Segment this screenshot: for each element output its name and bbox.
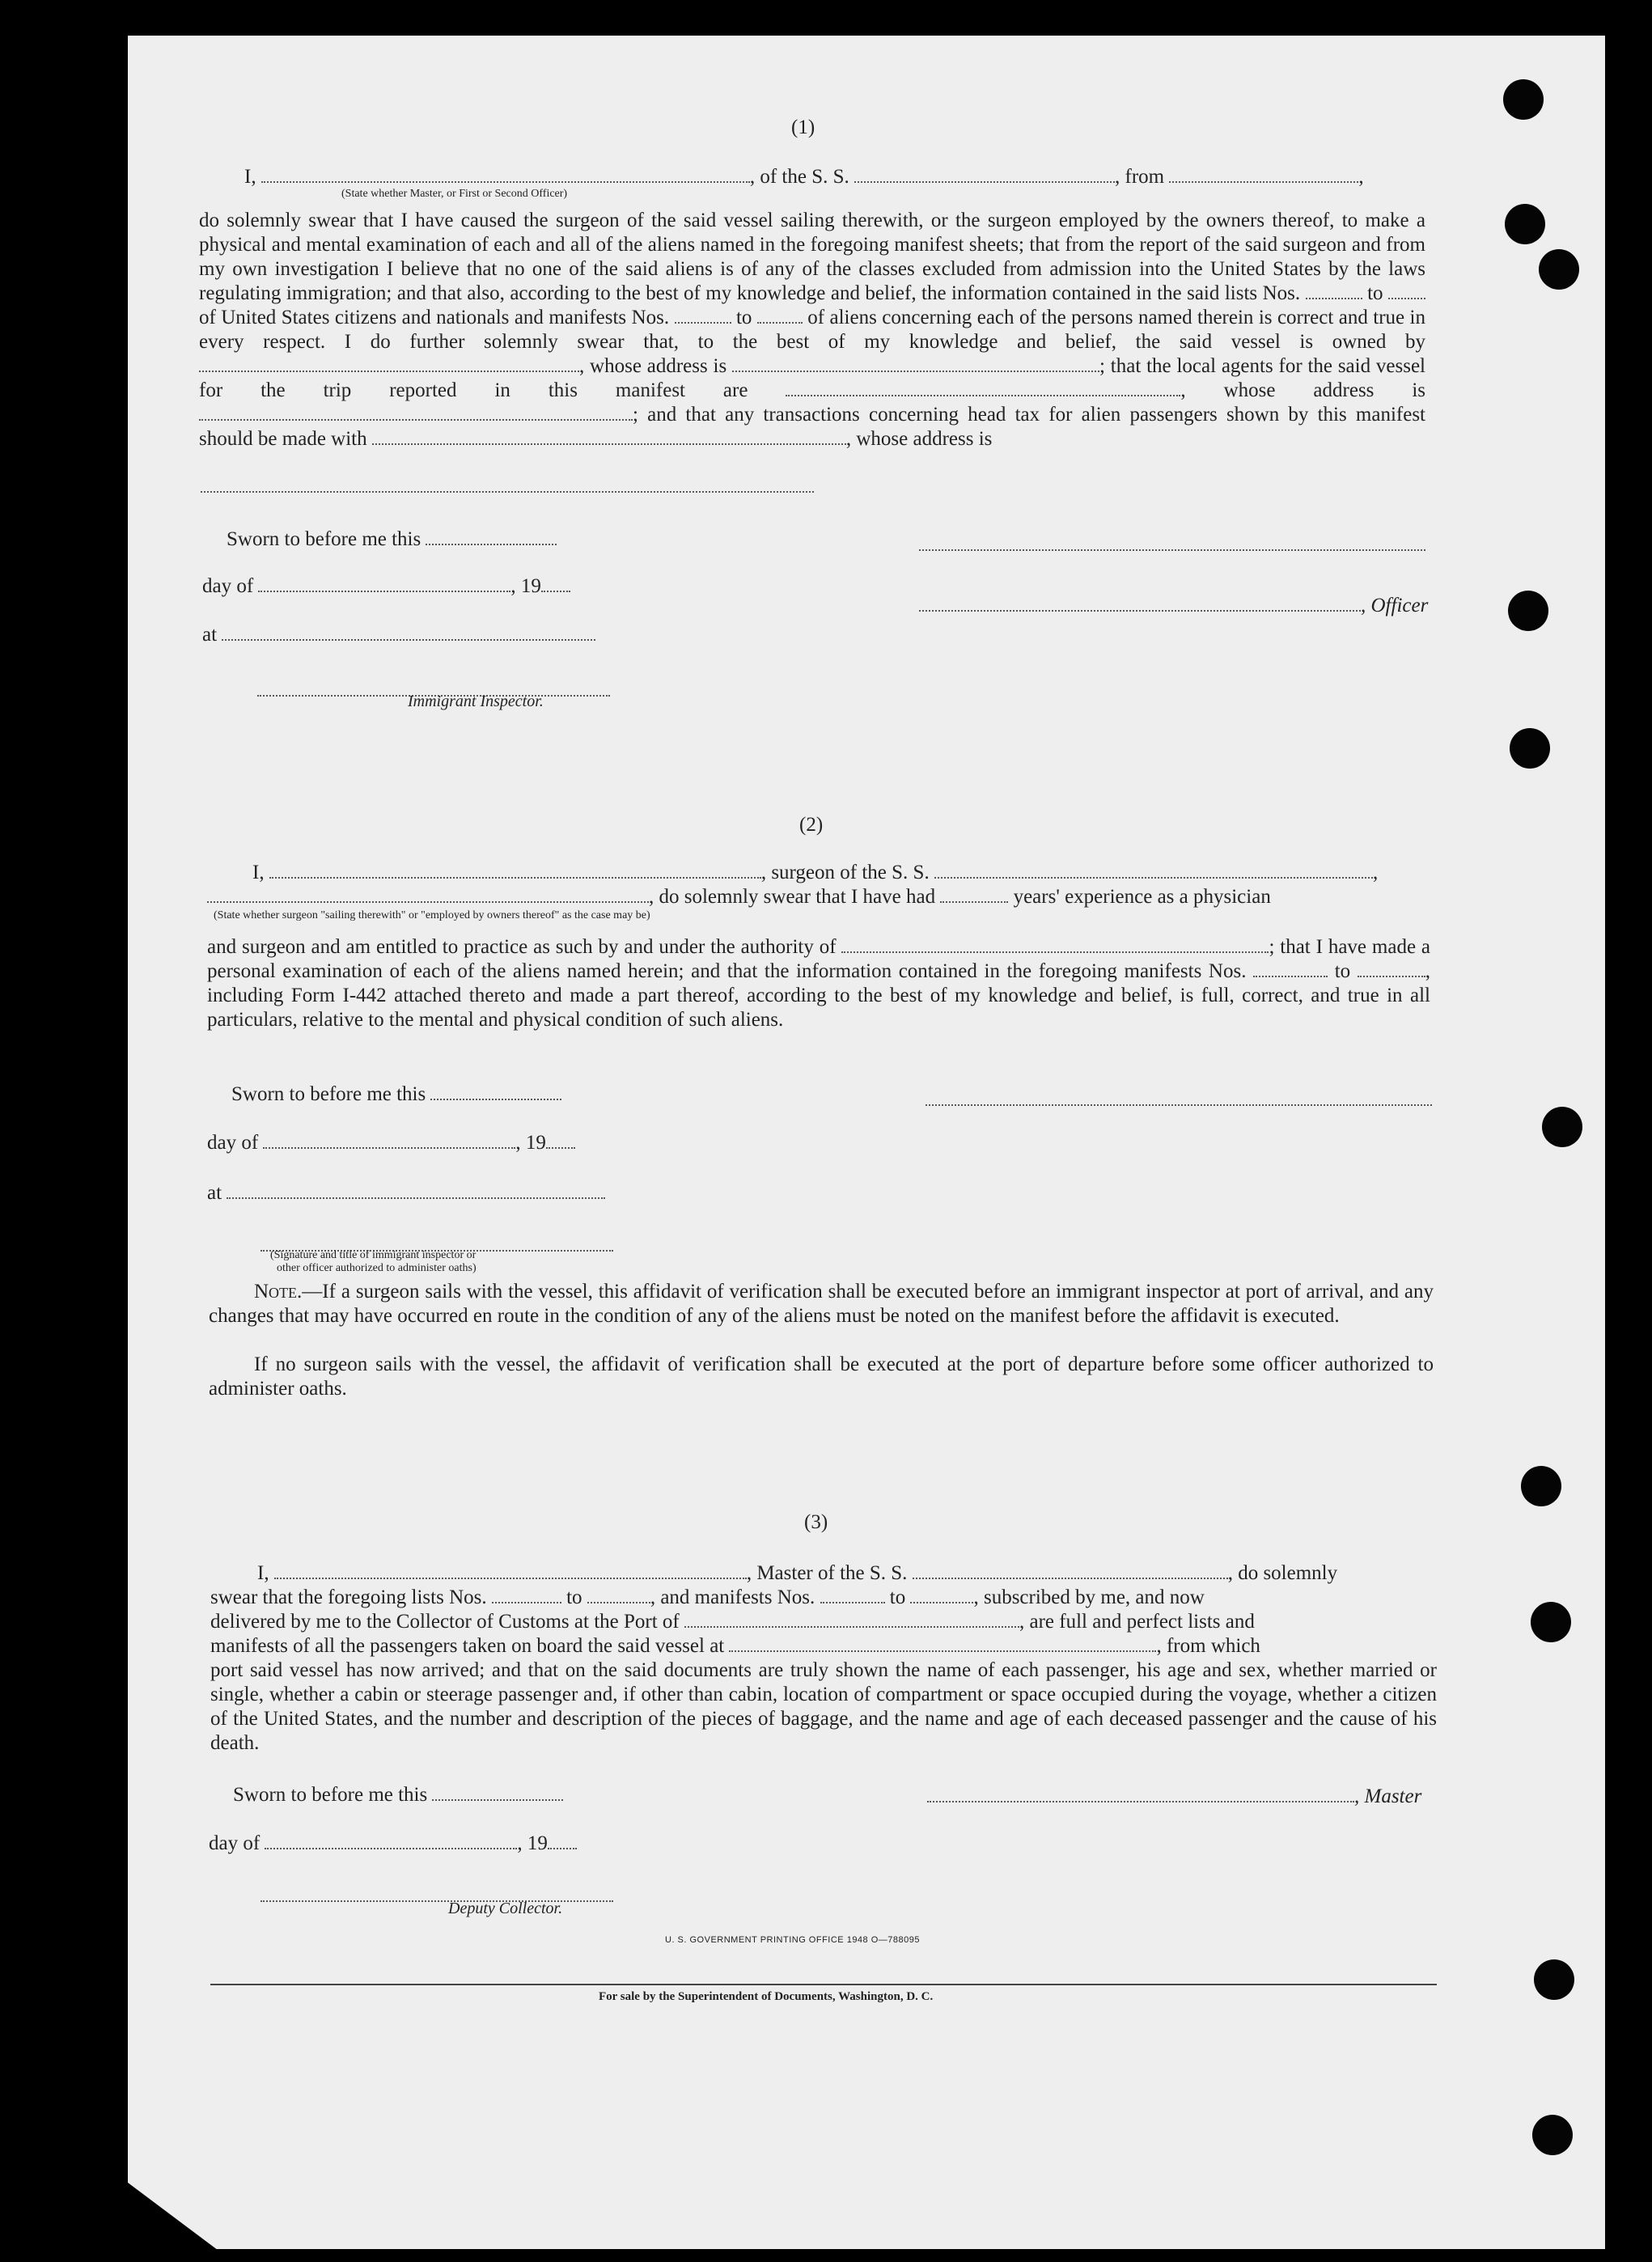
s3-line4: [210, 1634, 1260, 1658]
s3-manifest-to-field[interactable]: [910, 1602, 973, 1603]
s1-at: [202, 623, 595, 647]
s1-signature-line[interactable]: [919, 540, 1425, 555]
s1-body-f: ; and that any transactions concerning head tax for alien passengers shown by this manifest should be made with: [199, 404, 1425, 450]
s3-master-label: , Master: [1354, 1785, 1422, 1807]
s3-name-field[interactable]: [274, 1578, 747, 1579]
s1-owner-address-field[interactable]: [732, 371, 1099, 372]
s2-sworn: [231, 1082, 561, 1107]
punch-hole: [1508, 591, 1548, 631]
punch-hole: [1539, 249, 1579, 290]
s3-deputy-caption: Deputy Collector.: [448, 1900, 563, 1917]
s1-manifest-from-field[interactable]: [675, 322, 731, 324]
s1-of-ss: , of the S. S.: [749, 166, 849, 188]
s2-note-label: Note.: [254, 1281, 303, 1303]
s1-sworn: [227, 527, 557, 552]
s2-sworn-label: Sworn to before me this: [231, 1083, 426, 1105]
s2-years: years' experience as a physician: [1013, 886, 1271, 908]
footer-rule: [210, 1984, 1437, 1985]
s2-years-field[interactable]: [940, 901, 1008, 903]
s2-name-field[interactable]: [269, 877, 761, 879]
s2-status-caption: (State whether surgeon "sailing therewith" or "employed by owners thereof" as the case may be): [214, 909, 650, 921]
s2-note: [209, 1280, 1434, 1328]
s1-month-field[interactable]: [258, 591, 510, 592]
s2-note-text-2: If no surgeon sails with the vessel, the affidavit of verification shall be executed at the port of departure before some officer authorized to administer oaths.: [209, 1353, 1434, 1400]
s1-body-a: do solemnly swear that I have caused the surgeon of the said vessel sailing therewith, or the surgeon employed by the owners thereof, to make a physical and mental examination of each and all of the aliens named in the foregoing manifest sheets; that from the report of the said surgeon and from my own investigation I believe that no one of the said aliens is of any of the classes excluded from admission into the United States by the laws regulating immigration; and that also, according to the best of my knowledge and belief, the information contained in the said lists Nos.: [199, 210, 1425, 304]
punch-hole: [1505, 204, 1545, 244]
s1-body-c: of aliens concerning each of the persons named therein is correct and true in every respect. I do further solemnly swear that, to the best of my knowledge and belief, the said vessel is owned by: [199, 307, 1425, 353]
s2-at-field[interactable]: [227, 1197, 605, 1199]
s1-body-e: whose address is: [1223, 379, 1426, 401]
s2-year-field[interactable]: [546, 1147, 575, 1149]
s2-body-c: , including Form I-442 attached thereto and made a part thereof, according to the best of my knowledge and belief, is full, correct, and true in all particulars, relative to the mental and physical condition of such aliens.: [207, 960, 1431, 1031]
s3-day-of: [209, 1832, 577, 1856]
s1-sworn-label: Sworn to before me this: [227, 528, 421, 550]
punch-hole: [1531, 1602, 1571, 1642]
s2-signature-line[interactable]: [926, 1095, 1432, 1110]
s1-day-of-label: day of: [202, 575, 254, 597]
s1-ship-name-field[interactable]: [854, 181, 1115, 183]
section-2-number: (2): [799, 814, 824, 836]
s2-sworn-day-field[interactable]: [430, 1099, 561, 1100]
s2-body: and surgeon and am entitled to practice as such by and under the authority of ; that I have made a personal examination of each of the aliens named herein; and that the information contained in the foregoing manifests Nos. to , including Form I-442 attached thereto and made a part thereof, according to the best of my knowledge and belief, is full, correct, and true in all particulars, relative to the mental and physical condition of such aliens.: [207, 936, 1431, 1031]
s1-at-field[interactable]: [222, 639, 595, 641]
s3-master-of: , Master of the S. S.: [746, 1562, 908, 1584]
s1-list-to-field[interactable]: [1388, 298, 1425, 299]
s1-head-tax-field[interactable]: [372, 443, 846, 445]
s1-i: I,: [244, 166, 256, 188]
s2-year-label: , 19: [515, 1132, 546, 1154]
s1-year-label: , 19: [510, 575, 541, 597]
s1-officer-line: [919, 594, 1428, 618]
section-3-number: (3): [804, 1511, 828, 1533]
s3-body: [210, 1658, 1437, 1756]
for-sale-note: For sale by the Superintendent of Documents, Washington, D. C.: [599, 1990, 934, 2003]
s3-master-field[interactable]: [927, 1801, 1354, 1802]
s2-surgeon-of: , surgeon of the S. S.: [760, 862, 930, 883]
s3-body-b: delivered by me to the Collector of Customs at the Port of: [210, 1611, 680, 1633]
s1-line1: I, , of the S. S. , from ,: [244, 166, 1364, 188]
s1-year-field[interactable]: [541, 591, 570, 592]
s3-full-perfect: , are full and perfect lists and: [1019, 1611, 1255, 1633]
s3-day-of-label: day of: [209, 1832, 261, 1854]
s3-board-port-field[interactable]: [729, 1650, 1156, 1652]
punch-hole: [1503, 79, 1544, 120]
s1-whose-address-end: , whose address is: [845, 428, 993, 450]
s1-agents-address-field[interactable]: [199, 419, 633, 421]
s3-sworn: [233, 1783, 563, 1807]
s2-manifest-from-field[interactable]: [1253, 976, 1328, 977]
s3-line2: [210, 1586, 1205, 1610]
s2-ship-field[interactable]: [934, 877, 1373, 879]
s1-to-2: to: [735, 307, 752, 328]
s3-body-d: port said vessel has now arrived; and that on the said documents are truly shown the name of each passenger, his age and sex, whether married or single, whether a cabin or steerage passenger and, if other than cabin, location of compartment or space occupied during the voyage, whether a citizen of the United States, and the number and description of the pieces of baggage, and the name and age of each deceased passenger and the cause of his death.: [210, 1659, 1437, 1754]
s1-manifest-to-field[interactable]: [757, 322, 803, 324]
s1-owner-field[interactable]: [199, 371, 579, 372]
punch-hole: [1542, 1107, 1582, 1147]
s1-body: do solemnly swear that I have caused the surgeon of the said vessel sailing therewith, or the surgeon employed by the owners thereof, to make a physical and mental examination of each and all of the aliens named in the foregoing manifest sheets; that from the report of the said surgeon and from my own investigation I believe that no one of the said aliens is of any of the classes excluded from admission into the United States by the laws regulating immigration; and that also, according to the best of my knowledge and belief, the information contained in the said lists Nos. to of United States citizens and nationals and manifests Nos. to of aliens concerning each of the persons named therein is correct and true in every respect. I do further solemnly swear that, to the best of my knowledge and belief, the said vessel is owned by , whose address is ; that the local agents for the said vessel for the trip reported in this manifest are , whose address is ; and that any transactions concerning head tax for alien passengers shown by this manifest should be made with , whose address is: [199, 210, 1426, 450]
s1-sworn-day-field[interactable]: [426, 544, 557, 545]
s3-port-field[interactable]: [684, 1626, 1019, 1628]
s2-body-b: that I have made a personal examination of each of the aliens named herein; and that the information contained in the foregoing manifests Nos.: [207, 936, 1431, 982]
s1-body-b: of United States citizens and nationals and manifests Nos.: [199, 307, 670, 328]
s2-at: [207, 1181, 605, 1205]
s2-sig-caption-1: (Signature and title of immigrant inspector or: [270, 1249, 477, 1261]
s1-rank-caption: (State whether Master, or First or Second Officer): [341, 188, 568, 200]
s3-line3: [210, 1610, 1255, 1634]
s2-authority-field[interactable]: [841, 951, 1269, 953]
s2-month-field[interactable]: [263, 1147, 515, 1149]
s3-and-manifests: , and manifests Nos.: [650, 1586, 815, 1608]
punch-hole: [1521, 1466, 1561, 1506]
s3-subscribed: , subscribed by me, and now: [973, 1586, 1205, 1608]
s1-whose-address: , whose address is: [579, 355, 727, 377]
s1-to: to: [1367, 282, 1383, 304]
s3-month-field[interactable]: [265, 1848, 517, 1849]
s2-line2: [207, 885, 1271, 909]
s2-at-label: at: [207, 1182, 222, 1204]
s3-i: I,: [257, 1562, 269, 1584]
s3-year-label: , 19: [517, 1832, 548, 1854]
s3-sworn-label: Sworn to before me this: [233, 1784, 428, 1806]
s3-sworn-day-field[interactable]: [432, 1799, 563, 1801]
s1-officer-label: , Officer: [1361, 595, 1429, 616]
s1-body-d: that the local agents for the said vessel for the trip reported in this manifest are: [199, 355, 1426, 401]
s1-officer-rank-field[interactable]: [261, 181, 750, 183]
printing-office-note: U. S. GOVERNMENT PRINTING OFFICE 1948 O—788095: [665, 1935, 920, 1945]
s2-manifest-to-field[interactable]: [1358, 976, 1425, 977]
punch-hole: [1510, 728, 1550, 769]
s2-day-of: [207, 1131, 575, 1155]
s3-manifest-from-field[interactable]: [820, 1602, 885, 1603]
punch-hole: [1534, 1959, 1574, 2000]
s1-list-from-field[interactable]: [1306, 298, 1362, 299]
s2-line1: I, , surgeon of the S. S. ,: [252, 862, 1379, 883]
s1-agents-field[interactable]: [786, 395, 1180, 396]
s3-to-2: to: [889, 1586, 906, 1608]
s3-list-from-field[interactable]: [492, 1602, 561, 1603]
s3-list-to-field[interactable]: [587, 1602, 650, 1603]
s1-at-label: at: [202, 624, 218, 646]
s2-to: to: [1334, 960, 1351, 982]
s1-day-of: [202, 574, 570, 599]
s2-i: I,: [252, 862, 265, 883]
s1-address-line[interactable]: [201, 482, 814, 497]
s2-swear: , do solemnly swear that I have had: [649, 886, 936, 908]
s2-note-text: —If a surgeon sails with the vessel, this affidavit of verification shall be executed before an immigrant inspector at port of arrival, and any changes that may have occurred en route in the condition of any of the aliens must be noted on the manifest before the affidavit is executed.: [209, 1281, 1434, 1327]
s3-do-solemnly: , do solemnly: [1227, 1562, 1338, 1584]
s3-from-which: , from which: [1156, 1635, 1260, 1657]
s3-year-field[interactable]: [548, 1848, 577, 1849]
s2-status-field[interactable]: [207, 901, 649, 903]
s3-body-c: manifests of all the passengers taken on board the said vessel at: [210, 1635, 725, 1657]
s3-master-line: [927, 1785, 1421, 1809]
s2-day-of-label: day of: [207, 1132, 259, 1154]
s1-inspector-caption: Immigrant Inspector.: [408, 693, 544, 710]
s1-officer-field[interactable]: [919, 610, 1361, 612]
section-1-number: (1): [791, 116, 815, 138]
punch-hole: [1532, 2115, 1573, 2155]
s2-body-a: and surgeon and am entitled to practice as such by and under the authority of: [207, 936, 837, 958]
s2-note-2: [209, 1353, 1434, 1401]
s1-from-port-field[interactable]: [1169, 181, 1358, 183]
s2-sig-caption-2: other officer authorized to administer oaths): [277, 1262, 477, 1274]
s1-from: , from: [1115, 166, 1165, 188]
s3-ship-field[interactable]: [913, 1578, 1228, 1579]
s3-line1: [257, 1561, 1337, 1586]
s3-body-a: swear that the foregoing lists Nos.: [210, 1586, 487, 1608]
s3-to: to: [566, 1586, 582, 1608]
